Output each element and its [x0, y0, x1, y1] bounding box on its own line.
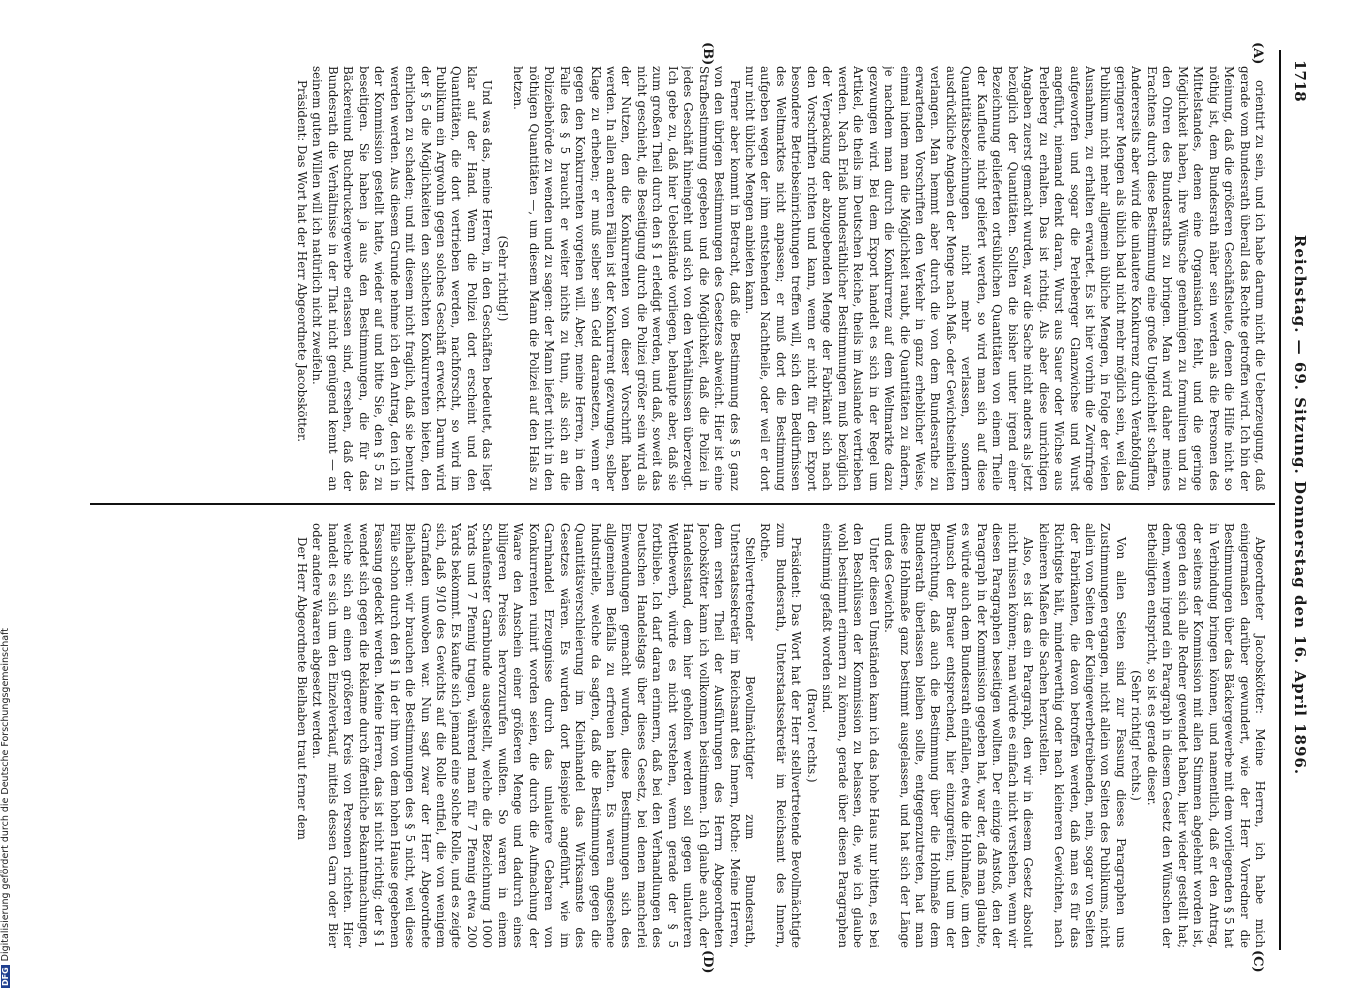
paragraph: Also, es ist das ein Paragraph, den wir in diesem Gesetz absolut nicht missen können; man würde es einfach nicht verstehen, wenn wir diesen Paragraphen beseitigen wollten. Der einzige Anstoß, den der Paragraph in der Kommission gegeben hat, war der, daß man glaubte, es würde auch dem Bundesrath einfallen, etwa die Hohlmaße, um den Wunsch der Brauer entsprechend, hier einzugreifen; und um der Befürchtung, daß auch die Bestimmung über die Hohlmaße dem Bundesrath überlassen bleiben sollte, entgegenzutreten, hat man diese Hohlmaße ganz bestimmt ausgelassen, und hat sich der Länge und des Gewichts.	[882, 523, 1036, 948]
interjection: (Sehr richtig! rechts.)	[1129, 670, 1144, 801]
page-header	[1285, 60, 1309, 950]
paragraph: Der Herr Abgeordnete Bielhaben traut ferner dem	[294, 537, 309, 840]
running-head: Reichstag. — 69. Sitzung. Donnerstag den 16. April 1896.	[1291, 234, 1309, 776]
interjection: (Sehr richtig!)	[495, 235, 510, 322]
paragraph: Unter diesen Umständen kann ich das hohe Haus nur bitten, es bei den Beschlüssen der Kommission zu belassen, die, wie ich glaube wohl bestimmt erinnern zu können, gerade über diesen Paragraphen einstimmig gefaßt worden sind.	[820, 523, 881, 948]
speaker-paragraph: Abgeordneter Jacobskötter: Meine Herren, ich habe mich einigermaßen darüber gewundert, wie der Herr Vorredner die Bestimmungen über das Bäckergewerbe mit dem vorliegenden § 5 hat in Verbindung bringen können, und namentlich, daß er den Antrag, der seitens der Kommission mit allen Stimmen abgelehnt worden ist, gegen den sich alle Redner gewendet haben, hier wieder gestellt hat; denn, wenn irgend ein Paragraph in diesem Gesetz den Wünschen der Betheiligten entspricht, so ist es gerade dieser.	[1144, 523, 1267, 948]
page-number: 1718	[1291, 60, 1309, 102]
margin-marker-b: (B)	[700, 42, 715, 66]
document-page	[45, 40, 1315, 974]
speaker-paragraph: Stellvertretender Bevollmächtigter zum Bundesrath, Unterstaatssekretär im Reichsamt des Innern, Rothe: Meine Herren, dem ersten Theil der Ausführungen des Herrn Abgeordneten Jacobskötter kann ich vollkommen beistimmen. Ich glaube auch, der Handelsstand, dem hier geholfen werden soll gegen unlauteren Wettbewerb, würde es nicht verstehen, wenn gerade der § 5 fortbliebe. Ich darf daran erinnern, daß bei den Verhandlungen des Deutschen Handelstags über dieses Gesetz, bei denen mancherlei Einwendungen gemacht wurden, diese Bestimmungen sich des allgemeinen Beifalls zu erfreuen hatten. Es waren angesehene Industrielle, welche da sagten, daß die Bestimmungen gegen die Quantitätsverschleierung im Kleinhandel das Wirksamste des Gesetzes wären. Es wurden dort Beispiele angeführt, wie im Garnhandel Erzeugnisse durch das unlautere Gebaren von Konkurrenten ruinirt worden seien, die durch die Aufmachung der Waare den Anschein einer größeren Menge und dadurch eines billigeren Preises hervorzurufen wußten. So waren in einem Schaufenster Garnbunde ausgestellt, welche die Bezeichnung 1000 Yards und 7 Pfennig trugen, während man für 7 Pfennig etwa 200 Yards bekommt. Es kaufte sich jemand eine solche Rolle, und es zeigte sich, daß 9/10 des Gewichts auf die Rolle entfiel, die von wenigem Garnfaden umwoben war. Nun sagt zwar der Herr Abgeordnete Bielhaben: wir brauchen die Bestimmungen des § 5 nicht, weil diese Fälle schon durch den § 1 in der ihm von dem hohen Hause gegebenen Fassung gedeckt werden. Meine Herren, das ist nicht richtig; der § 1 wendet sich gegen die Reklame durch öffentliche Bekanntmachungen, welche sich an einen größeren Kreis von Personen richten. Hier handelt es sich um den Einzelverkauf, mittels dessen Garn oder Bier oder andere Waaren abgesetzt werden.	[310, 523, 758, 948]
paragraph: orientirt zu sein, und ich habe darum nicht die Ueberzeugung, daß gerade vom Bundesrath überall das Rechte getroffen wird. Ich bin der Meinung, daß die größeren Geschäftsleute, denen die Hilfe nicht so nöthig ist, dem Bundesrath näher sein werden als die Personen des Mittelstandes, denen eine Organisation fehlt, und die geringe Möglichkeit haben, ihre Wünsche genehmigen zu formuliren und zu den Ohren des Bundesraths zu bringen. Man wird daher meines Erachtens durch diese Bestimmung eine große Ungleichheit schaffen. Andererseits aber wird die unlautere Konkurrenz durch Verabfolgung geringerer Mengen als üblich bald nicht mehr möglich sein, weil das Publikum nicht mehr allgemein übliche Mengen, in Folge der vielen Ausnahmen, zu erhalten erwartet. Es ist hier vorhin die Zwirnfrage aufgeworfen und sogar die Perleberger Glanzwichse und Wurst angeführt, niemand denkt daran, Wurst aus Sauer oder Wichse aus Perleberg zu erhalten. Das ist richtig. Als aber diese unrichtigen Angaben zuerst gemacht wurden, war die Sache nicht anders als jetzt bezüglich der Quantitäten. Sollten die bisher unter irgend einer Bezeichnung gelieferten ortsüblichen Quantitäten von einem Theile der Kaufleute nicht geliefert werden, so wird man sich auf diese Quantitätsbezeichnungen nicht mehr verlassen, sondern ausdrückliche Angaben der Menge nach Maß- oder Gewichtseinheiten verlangen. Man hemmt aber durch die von dem Bundesrathe zu erwartenden Vorschriften den Verkehr in ganz erheblicher Weise, einmal indem man die Möglichkeit raubt, die Quantitäten zu ändern, je nachdem man durch die Konkurrenz auf dem Weltmarkte dazu gezwungen wird. Bei dem Export handelt es sich in der Regel um Artikel, die theils im Deutschen Reiche, theils im Auslande vertrieben werden. Nach Erlaß bundesräthlicher Bestimmungen muß bezüglich der Verpackung der abzugebenden Menge der Fabrikant sich nach den Vorschriften richten und kann, wenn er nicht für den Export besondere Betriebseinrichtungen treffen will, sich den Bedürfnissen des Weltmarktes nicht anpassen; er muß dort die Bestimmung aufgeben wegen der ihm entstehenden Nachtheile, oder weil er dort nur nicht übliche Mengen anbieten kann.	[743, 66, 1267, 491]
dfg-logo-icon: DFG	[1, 967, 10, 986]
paragraph: Von allen Seiten sind zur Fassung dieses Paragraphen uns Zustimmungen ergangen, nicht allein von Seiten des Publikums, nicht allein von Seiten der Kleingewerbetreibenden, nein, sogar von Seiten der Fabrikanten, die davon betroffen werden, daß man es für das Richtigste hält, minderwerthig oder nach kleineren Gewichten, nach kleineren Maßen die Sachen herzustellen.	[1036, 523, 1128, 948]
credit-text: Digitalisierung gefördert durch die Deutsche Forschungsgemeinschaft	[0, 628, 11, 962]
header-rule	[1279, 50, 1281, 950]
paragraph: Ferner aber kommt in Betracht, daß die Bestimmung des § 5 ganz von den übrigen Bestimmungen des Gesetzes abweicht. Hier ist eine Strafbestimmung gegeben und die Möglichkeit, daß die Polizei in jedes Geschäft hineingeht und sich von den Verhältnissen überzeugt. Ich gebe zu, daß hier Uebelstände vorliegen, behaupte aber, daß sie zum großen Theil durch den § 1 erledigt werden, und daß, soweit das nicht geschieht, die Beseitigung durch die Polizei größer sein wird als der Nutzen, den die Konkurrenten von dieser Vorschrift haben werden. In allen anderen Fällen ist der Konkurrent gezwungen, selber Klage zu erheben; er muß selber sein Geld daransetzen, wenn er gegen den Konkurrenten vorgehen will. Aber, meine Herren, in dem Falle des § 5 braucht er weiter nichts zu thun, als sich an die Polizeibehörde zu wenden und zu sagen: der Mann liefert nicht in den nöthigen Quantitäten —, um diesem Mann die Polizei auf den Hals zu hetzen.	[511, 66, 742, 491]
right-column	[87, 523, 1267, 948]
left-column	[87, 66, 1267, 491]
margin-marker-a: (A)	[1250, 42, 1265, 65]
speaker-paragraph: Präsident: Das Wort hat der Herr Abgeordnete Jacobskötter.	[294, 80, 309, 443]
margin-marker-d: (D)	[700, 950, 715, 974]
interjection: (Bravo! rechts.)	[804, 688, 819, 783]
column-divider	[90, 503, 1275, 505]
digitization-credit	[0, 0, 14, 988]
speaker-paragraph: Präsident: Das Wort hat der Herr stellvertretende Bevollmächtigte zum Bundesrath, Unterstaatssekretär im Reichsamt des Innern, Rothe.	[758, 523, 804, 948]
margin-marker-c: (C)	[1250, 950, 1265, 973]
paragraph: Und was das, meine Herren, in den Geschäften bedeutet, das liegt klar auf der Hand. Wenn die Polizei dort erscheint und den Quantitäten, die dort vertrieben werden, nachforscht, so wird im Publikum ein Argwohn gegen solches Geschäft erweckt. Darum wird der § 5 die Möglichkeiten den schlechten Konkurrenten bieten, den ehrlichen zu schaden; und mit diesem nicht fraglich, daß sie benutzt werden werden. Aus diesem Grunde nehme ich den Antrag, den ich in der Kommission gestellt hatte, wieder auf und bitte Sie, den § 5 zu beseitigen. Sie haben ja aus den Bestimmungen, die für das Bäckereiund Buchdruckergewerbe erlassen sind, ersehen, daß der Bundesrath die Verhältnisse in der That nicht genügend kennt — an seinem guten Willen will ich natürlich nicht zweifeln.	[310, 66, 495, 491]
